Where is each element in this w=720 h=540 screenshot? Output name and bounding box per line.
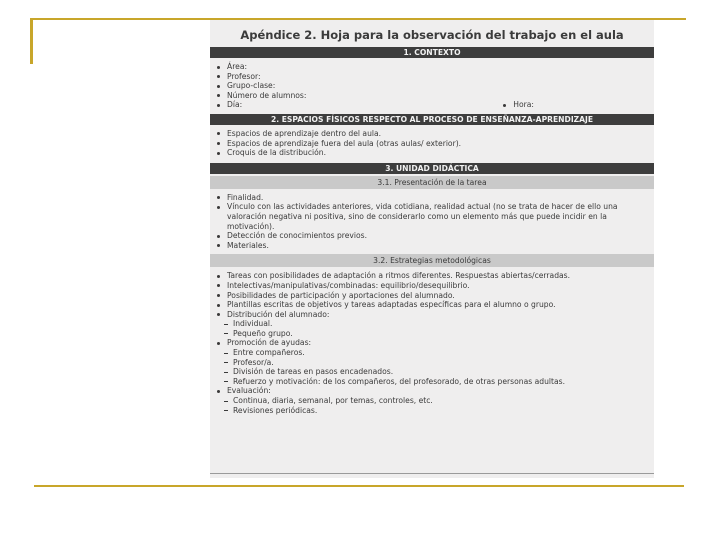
document-bottom-rule (210, 473, 654, 474)
slide-frame-vertical-accent (30, 18, 33, 64)
list-item: Finalidad. (216, 193, 654, 203)
list-item: Profesor: (216, 72, 654, 82)
list-subitem: Pequeño grupo. (216, 329, 654, 339)
contexto-list (210, 58, 654, 102)
list-item: Vínculo con las actividades anteriores, vida cotidiana, realidad actual (no se trata de hacer de ello una valoración negativa ni positiva, sino de considerarlo como un elemento más que puede incidir en la motivación). (216, 202, 654, 231)
list-item: Distribución del alumnado: (216, 310, 654, 320)
scanned-document (210, 20, 654, 478)
presentacion-list (210, 189, 654, 253)
list-subitem: Continua, diaria, semanal, por temas, controles, etc. (216, 396, 654, 406)
espacios-list (210, 125, 654, 160)
list-item: Plantillas escritas de objetivos y tareas adaptadas específicas para el alumno o grupo. (216, 300, 654, 310)
list-item: Espacios de aprendizaje fuera del aula (otras aulas/ exterior). (216, 139, 654, 149)
hora-label: Hora: (502, 100, 534, 110)
list-item: Grupo-clase: (216, 81, 654, 91)
list-item: Posibilidades de participación y aportaciones del alumnado. (216, 291, 654, 301)
list-item: Intelectivas/manipulativas/combinadas: equilibrio/desequilibrio. (216, 281, 654, 291)
list-subitem: Refuerzo y motivación: de los compañeros, del profesorado, de otras personas adultas. (216, 377, 654, 387)
list-item: Espacios de aprendizaje dentro del aula. (216, 129, 654, 139)
dia-hora-row (210, 100, 654, 110)
dia-label: Día: (216, 100, 242, 110)
list-item: Área: (216, 62, 654, 72)
list-subitem: Entre compañeros. (216, 348, 654, 358)
list-item: Materiales. (216, 241, 654, 251)
list-subitem: División de tareas en pasos encadenados. (216, 367, 654, 377)
section-header-espacios: 2. ESPACIOS FÍSICOS RESPECTO AL PROCESO DE ENSEÑANZA-APRENDIZAJE (210, 114, 654, 125)
list-item: Evaluación: (216, 386, 654, 396)
list-subitem: Profesor/a. (216, 358, 654, 368)
document-title: Apéndice 2. Hoja para la observación del trabajo en el aula (240, 28, 624, 42)
list-item: Detección de conocimientos previos. (216, 231, 654, 241)
list-subitem: Revisiones periódicas. (216, 406, 654, 416)
section-header-unidad: 3. UNIDAD DIDÁCTICA (210, 163, 654, 174)
list-item: Número de alumnos: (216, 91, 654, 101)
subsection-header-presentacion: 3.1. Presentación de la tarea (210, 176, 654, 189)
slide-frame-bottom-line (34, 485, 684, 487)
list-item: Promoción de ayudas: (216, 338, 654, 348)
list-subitem: Individual. (216, 319, 654, 329)
list-item: Croquis de la distribución. (216, 148, 654, 158)
estrategias-list (210, 267, 654, 417)
subsection-header-estrategias: 3.2. Estrategias metodológicas (210, 254, 654, 267)
list-item: Tareas con posibilidades de adaptación a ritmos diferentes. Respuestas abiertas/cerradas. (216, 271, 654, 281)
section-header-contexto: 1. CONTEXTO (210, 47, 654, 58)
